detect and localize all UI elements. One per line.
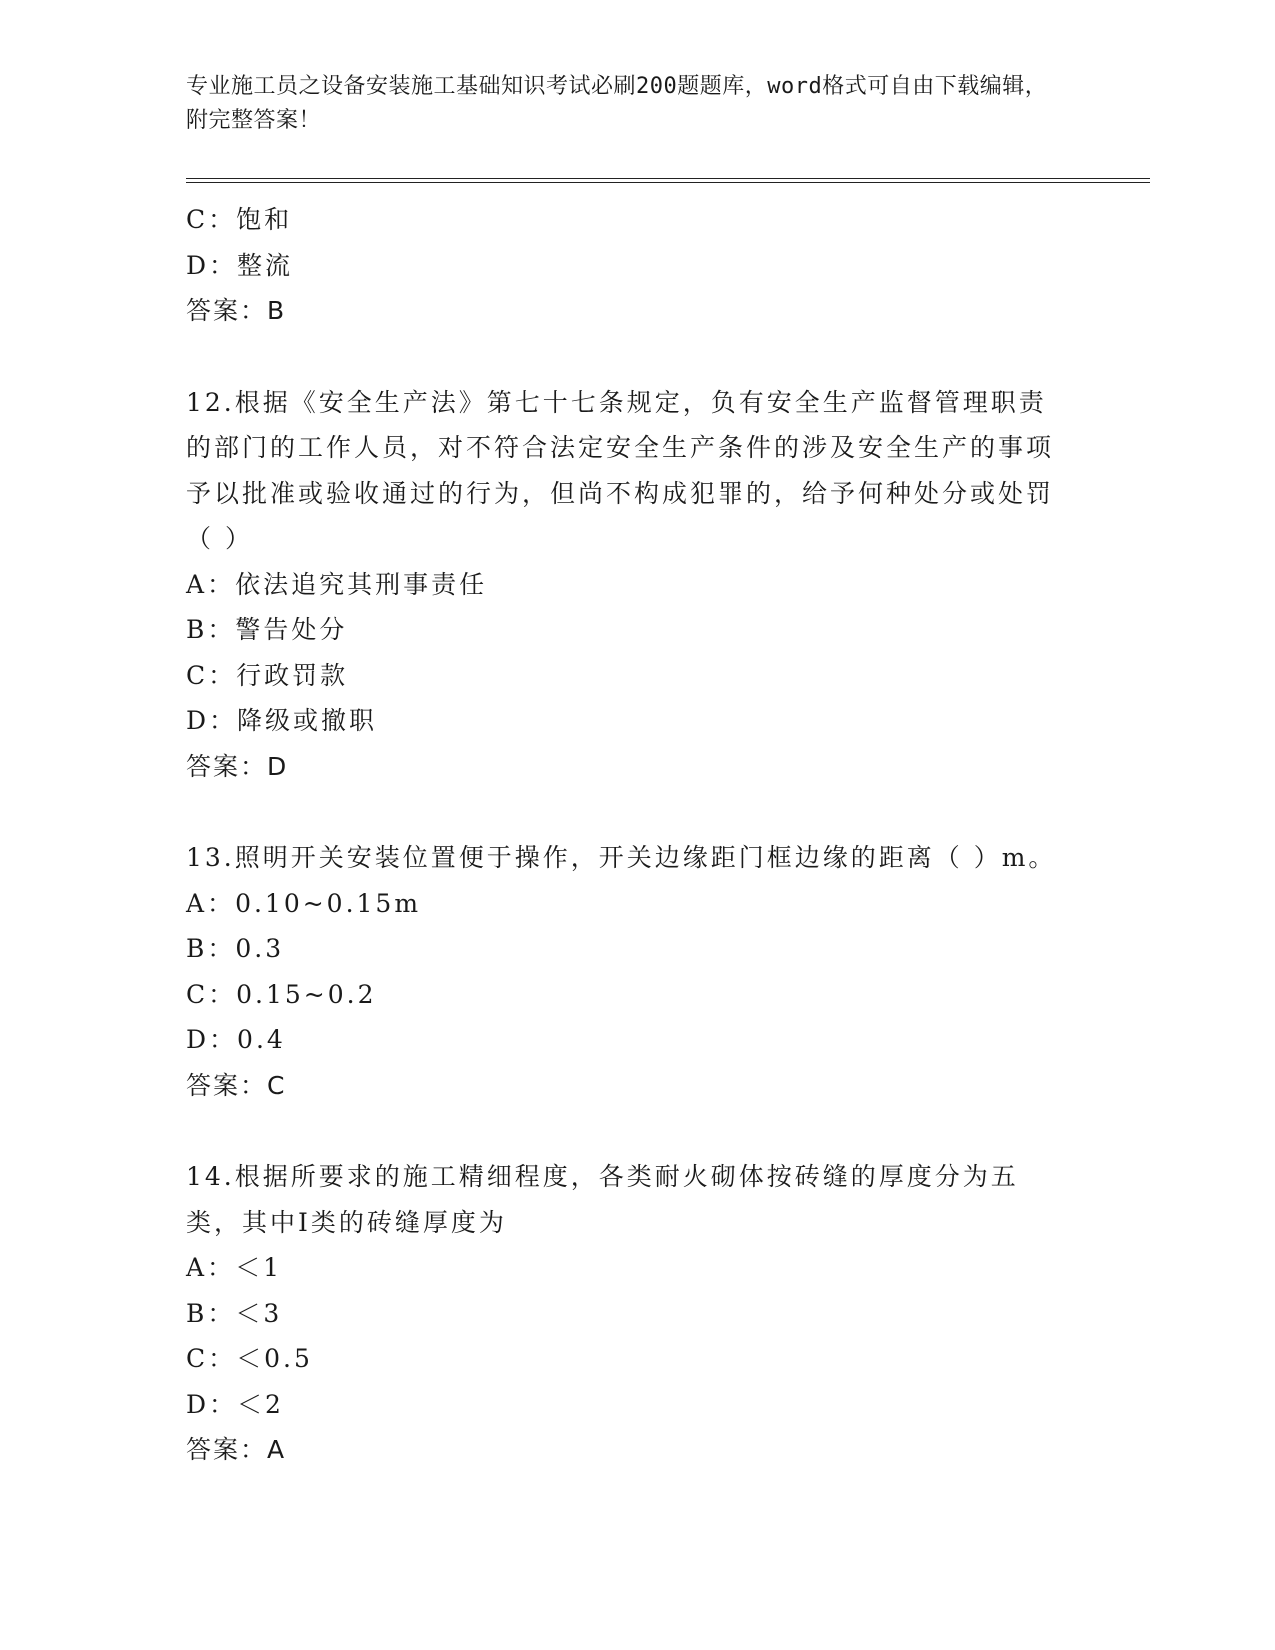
answer-line: 答案：D [186, 751, 289, 781]
document-header [186, 70, 1066, 138]
question-text: 13.照明开关安装位置便于操作，开关边缘距门框边缘的距离（ ）m。 [186, 843, 1057, 872]
question-text: 14.根据所要求的施工精细程度，各类耐火砌体按砖缝的厚度分为五类，其中Ⅰ类的砖缝厚度为 [186, 1162, 1019, 1237]
question-12 [186, 380, 1146, 790]
option-d: D：0.4 [186, 1025, 286, 1054]
option-a: A：0.10~0.15m [186, 888, 422, 918]
header-divider [186, 178, 1150, 183]
answer-line: 答案：B [186, 296, 287, 325]
option-d: D：降级或撤职 [186, 706, 378, 735]
option-c: C：行政罚款 [186, 660, 349, 690]
option-a: A：＜1 [186, 1253, 282, 1282]
spacer [186, 334, 1146, 380]
question-14 [186, 1154, 1146, 1473]
option-b: B：警告处分 [186, 615, 348, 644]
answer-line: 答案：C [186, 1070, 287, 1100]
document-page [186, 70, 1146, 1473]
option-d: D：＜2 [186, 1389, 284, 1419]
option-b: B：＜3 [186, 1298, 283, 1328]
option-a: A：依法追究其刑事责任 [186, 569, 488, 599]
answer-line: 答案：A [186, 1435, 287, 1464]
spacer [186, 789, 1146, 835]
option-b: B：0.3 [186, 934, 285, 963]
spacer [186, 1108, 1146, 1154]
option-c: C：饱和 [186, 205, 293, 234]
option-c: C：0.15~0.2 [186, 979, 377, 1009]
question-text: 12.根据《安全生产法》第七十七条规定，负有安全生产监督管理职责的部门的工作人员，对不符合法定安全生产条件的涉及安全生产的事项予以批准或验收通过的行为，但尚不构成犯罪的，给予何种处分或处罚（ ） [186, 387, 1055, 553]
option-d: D：整流 [186, 250, 294, 280]
header-title: 专业施工员之设备安装施工基础知识考试必刷200题题库，word格式可自由下载编辑，附完整答案！ [186, 74, 1048, 133]
option-c: C：＜0.5 [186, 1344, 313, 1373]
question-13 [186, 835, 1146, 1108]
partial-question [186, 197, 1146, 334]
